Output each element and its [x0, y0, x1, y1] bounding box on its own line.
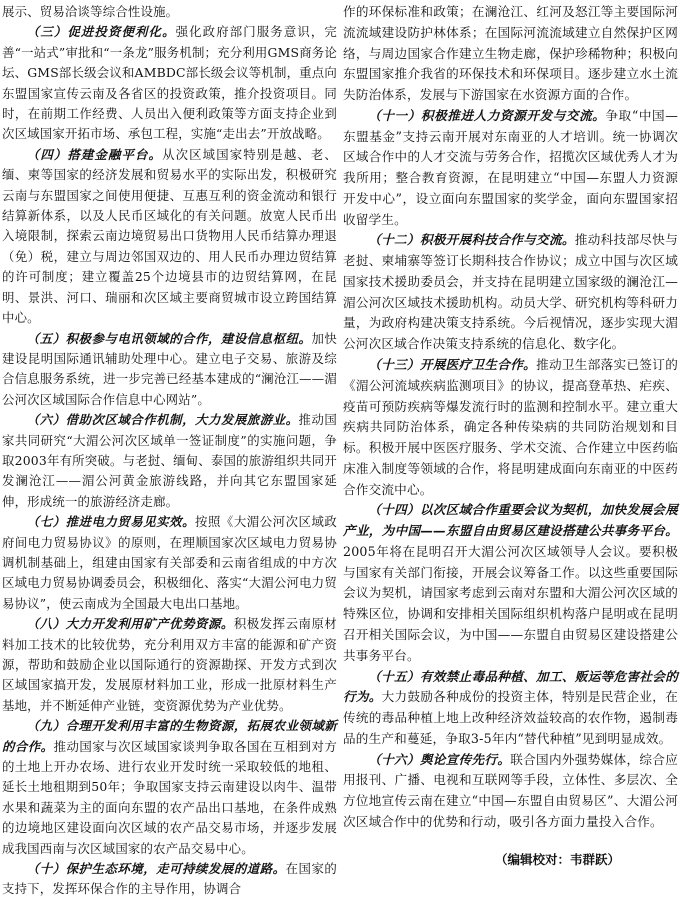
paragraph-body: 大力鼓励各种成份的投资主体，特别是民营企业，在传统的毒品种植上地上改种经济效益较高的农作物，遏制毒品的生产和蔓延，争取3-5年内“替代种植”见到明显成效。: [343, 689, 678, 746]
section-heading: （六）借助次区域合作机制，大力发展旅游业。: [26, 412, 299, 428]
paragraph: [2, 22, 337, 144]
section-heading: （十三）开展医疗卫生合作。: [368, 357, 537, 373]
paragraph: [2, 2, 337, 22]
paragraph-body: 展示、贸易洽谈等综合性设施。: [2, 4, 179, 19]
paragraph: [343, 2, 678, 106]
left-column: [2, 2, 337, 900]
paragraph: [2, 329, 337, 411]
section-heading: （十一）积极推进人力资源开发与交流。: [368, 107, 606, 123]
paragraph: [2, 716, 337, 859]
paragraph-body: 2005年将在昆明召开大湄公河次区域领导人会议。要积极与国家有关部门衔接，开展会议筹备工作。以这些重要国际会议为契机，请国家考虑到云南对东盟和大湄公河次区域的特殊区位，协调和安排相关国际组织机构落户昆明或在昆明召开相关国际会议，为中国——东盟自由贸易区建设搭建公共事务平台。: [343, 543, 678, 663]
paragraph-body: 按照《大湄公河次区域政府间电力贸易协议》的原则，在理顺国家次区域电力贸易协调机制基础上，组建由国家有关部委和云南省组成的中方次区域电力贸易协调委员会，积极细化、落实“大湄公河电力贸易协议”，使云南成为全国最大电出口基地。: [2, 514, 337, 611]
section-heading: （十）保护生态环境，走可持续发展的道路。: [26, 861, 286, 877]
section-heading: （十四）以次区域合作重要会议为契机，加快发展会展产业，为中国——东盟自由贸易区建设搭建公共事务平台。: [343, 502, 678, 539]
section-heading: （十六）舆论宣传先行。: [368, 751, 511, 767]
paragraph-body: 从次区域国家特别是越、老、缅、柬等国家的经济发展和贸易水平的实际出发，积极研究云南与东盟国家之间使用便捷、互惠互利的资金流动和银行结算新体系，以及人民币区域化的有关问题。放宽人民币出入境限制，探索云南边境贸易出口货物用人民币结算办理退（免）税，建立与周边邻国双边的、用人民币办理边贸结算的许可制度；建立覆盖25个边境县市的边贸结算网，在昆明、景洪、河口、瑞丽和次区域主要商贸城市设立跨国结算中心。: [2, 146, 337, 326]
paragraph-body: 加快建设昆明国际通讯辅助处理中心。建立电子交易、旅游及综合信息服务系统，进一步完善已经基本建成的“澜沧江——湄公河次区域国际合作信息中心网站”。: [2, 330, 337, 407]
paragraph-body: 推动科技部尽快与老挝、柬埔寨等签订长期科技合作协议；成立中国与次区域国家技术援助委员会，并支持在昆明建立国家级的澜沧江—湄公河次区域技术援助机构。动员大学、研究机构等科研力量，为政府构建决策支持系统。今后视情况，逐步实现大湄公河次区域合作决策支持系统的信息化、数字化。: [343, 232, 678, 352]
paragraph: [343, 667, 678, 750]
section-heading: （十二）积极开展科技合作与交流。: [368, 232, 575, 248]
paragraph: [2, 614, 337, 716]
section-heading: （五）积极参与电讯领域的合作，建设信息枢纽。: [26, 330, 312, 346]
paragraph: [343, 106, 678, 231]
paragraph-body: 积极发挥云南原材料加工技术的比较优势，充分利用双方丰富的能源和矿产资源，帮助和鼓励企业以国际通行的资源勘探、开发方式到次区域国家搞开发，发展原材料加工业，形成一批原材料生产基地，并不断延伸产业链，变资源优势为产业优势。: [2, 616, 337, 713]
paragraph-body: 强化政府部门服务意识，完善“一站式”审批和“一条龙”服务机制；充分利用GMS商务论坛、GMS部长级会议和AMBDC部长级会议等机制，重点向东盟国家宣传云南及各省区的投资政策，推介投资项目。同时，在前期工作经费、人员出入便利政策等方面支持企业到次区域国家开拓市场、承包工程，实施“走出去”开放战略。: [2, 24, 338, 142]
paragraph-body: 争取“中国—东盟基金”支持云南开展对东南亚的人才培训。统一协调次区域合作中的人才交流与劳务合作，招揽次区域优秀人才为我所用；整合教育资源，在昆明建立“中国—东盟人力资源开发中心”，设立面向东盟国家的奖学金，面向东盟国家招收留学生。: [343, 107, 678, 227]
paragraph-body: 作的环保标准和政策；在澜沧江、红河及怒江等主要国际河流流域建设防护林体系；在国际河流流域建立自然保护区网络，与周边国家合作建立生物走廊，保护珍稀物种；积极向东盟国家推介我省的环保技术和环保项目。逐步建立水土流失防治体系，发展与下游国家在水资源方面的合作。: [343, 4, 678, 103]
paragraph: [2, 859, 337, 900]
paragraph: [2, 410, 337, 512]
paragraph-body: 联合国内外强势媒体，综合应用报刊、广播、电视和互联网等手段，立体性、多层次、全方位地宣传云南在建立“中国—东盟自由贸易区”、大湄公河次区域合作中的优势和行动，吸引各方面力量投入合作。: [343, 751, 678, 829]
paragraph: [343, 355, 678, 500]
section-heading: （七）推进电力贸易见实效。: [26, 514, 196, 530]
paragraph-body: 推动国家共同研究“大湄公河次区域单一签证制度”的实施问题，争取2003年有所突破。与老挝、缅甸、泰国的旅游组织共同开发澜沧江——湄公河黄金旅游线路，并向其它东盟国家延伸，形成统一的旅游经济走廊。: [2, 412, 338, 509]
paragraph: [343, 750, 678, 833]
paragraph-body: 推动卫生部落实已签订的《湄公河流域疾病监测项目》的协议，提高登革热、疟疾、疫苗可预防疾病等爆发流行时的监测和控制水平。建立重大疾病共同防治体系，确定各种传染病的共同防治规划和目标。积极开展中医医疗服务、学术交流、合作建立中医药临床准入制度等领域的合作，将昆明建成面向东南亚的中医药合作交流中心。: [343, 357, 678, 497]
right-column: [343, 2, 678, 833]
section-heading: （九）合理开发利用丰富的生物资源，拓展农业领域新的合作。: [2, 718, 337, 754]
paragraph-body: 推动国家与次区域国家谈判争取各国在互相到对方的土地上开办农场、进行农业开发时统一采取较低的地租、延长土地租期到50年；争取国家支持云南建设以肉牛、温带水果和蔬菜为主的面向东盟的农产品出口基地，在条件成熟的边境地区建设面向次区域的农产品交易市场，并逐步发展成我国西南与次区域国家的农产品交易中心。: [2, 738, 337, 856]
paragraph: [343, 230, 678, 355]
section-heading: （十五）有效禁止毒品种植、加工、贩运等危害社会的行为。: [343, 668, 678, 705]
section-heading: （四）搭建金融平台。: [26, 146, 163, 162]
paragraph: [2, 512, 337, 614]
paragraph: [343, 500, 678, 666]
editor-credit: （编辑校对：韦群跃）: [494, 852, 620, 867]
paragraph: [2, 145, 337, 329]
section-heading: （八）大力开发利用矿产优势资源。: [26, 616, 234, 632]
section-heading: （三）促进投资便利化。: [26, 24, 176, 40]
paragraph-body: 在国家的支持下，发挥环保合作的主导作用，协调合: [2, 861, 338, 897]
